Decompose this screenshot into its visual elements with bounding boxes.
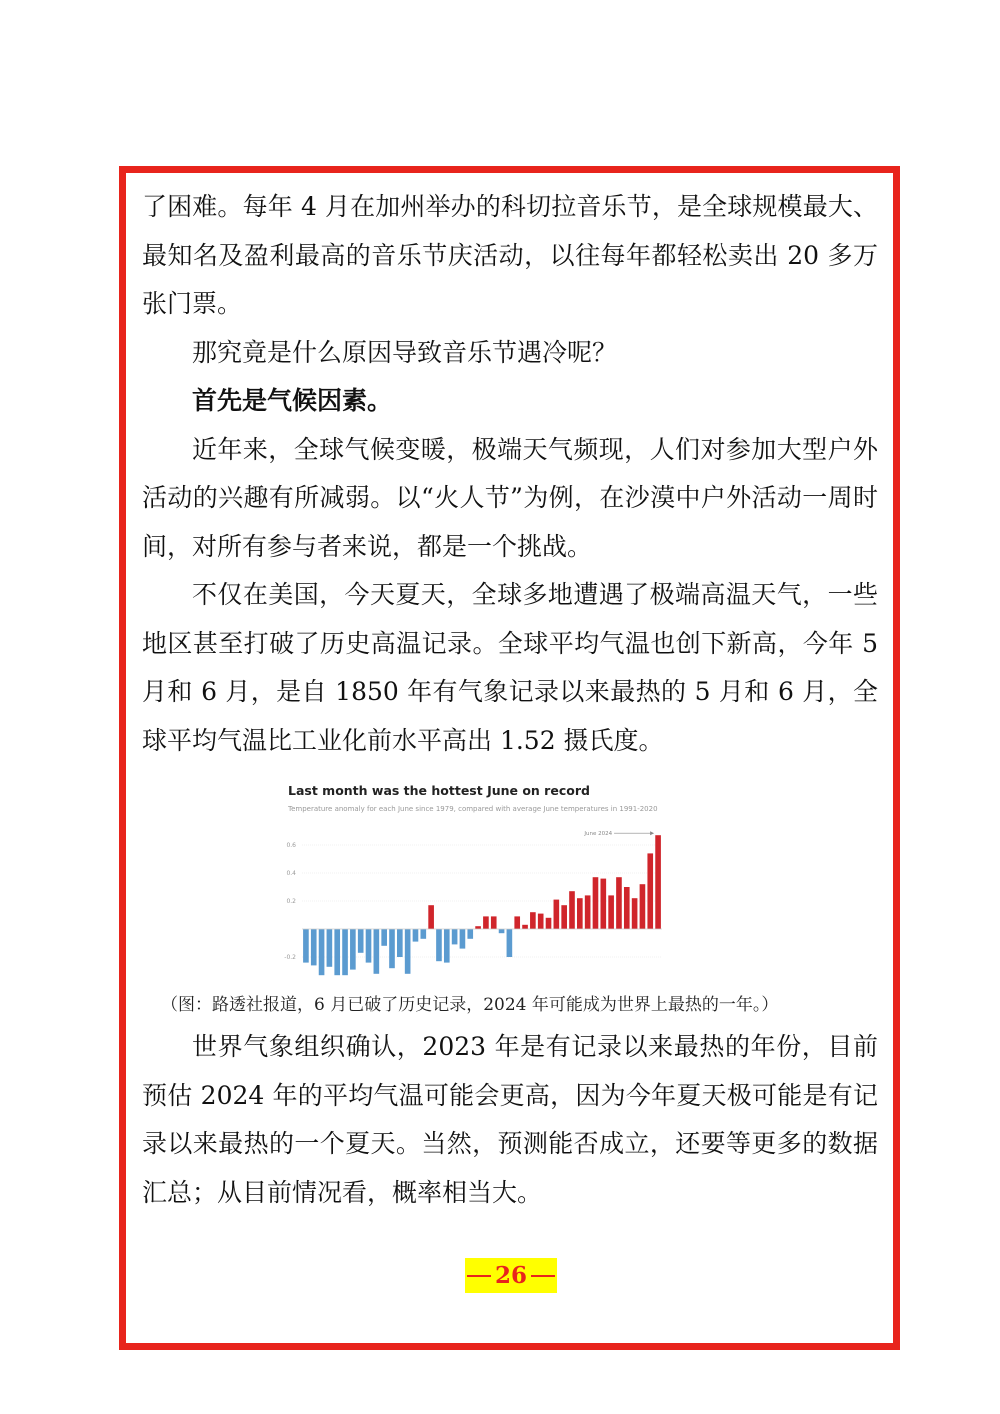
bar-2003 <box>491 916 497 929</box>
bar-1993 <box>413 929 419 942</box>
bar-2012 <box>561 905 567 929</box>
bar-2004 <box>499 929 505 933</box>
bar-2017 <box>600 879 606 929</box>
bar-2019 <box>616 877 622 929</box>
bar-2020 <box>624 887 630 929</box>
page-number-text: 26 <box>494 1262 527 1289</box>
bar-1992 <box>405 929 411 974</box>
bar-1986 <box>358 929 364 953</box>
bar-1988 <box>374 929 380 974</box>
bar-2001 <box>475 926 481 929</box>
text-block-bottom <box>142 1023 878 1217</box>
bar-1982 <box>327 929 333 967</box>
bar-1995 <box>428 905 434 929</box>
paragraph: 不仅在美国，今天夏天，全球多地遭遇了极端高温天气，一些地区甚至打破了历史高温记录。全球平均气温也创下新高，今年 5 月和 6 月，是自 1850 年有气象记录以来最热的 5 月和 6 月，全球平均气温比工业化前水平高出 1.52 摄氏度。 <box>142 580 878 755</box>
bar-2013 <box>569 891 575 929</box>
bar-2021 <box>632 898 638 929</box>
text-block-top <box>142 183 878 765</box>
bar-1994 <box>420 929 426 939</box>
paragraph: 了困难。每年 4 月在加州举办的科切拉音乐节，是全球规模最大、最知名及盈利最高的音乐节庆活动，以往每年都轻松卖出 20 多万张门票。 <box>142 192 878 318</box>
bar-1981 <box>319 929 325 975</box>
paragraph: 那究竟是什么原因导致音乐节遇冷呢？ <box>192 337 618 367</box>
y-tick-label: -0.2 <box>284 954 296 961</box>
y-tick-label: 0.4 <box>286 870 296 877</box>
bar-2023 <box>647 853 653 929</box>
page-number <box>465 1258 557 1293</box>
section-heading: 首先是气候因素。 <box>192 386 393 415</box>
bar-2005 <box>507 929 513 957</box>
bar-2016 <box>593 877 599 929</box>
bar-2008 <box>530 912 536 929</box>
bar-1983 <box>334 929 340 975</box>
bar-2018 <box>608 895 614 929</box>
dash-right <box>531 1275 555 1277</box>
bar-2000 <box>467 929 473 939</box>
bar-1990 <box>389 929 395 968</box>
paragraph: 近年来，全球气候变暖，极端天气频现，人们对参加大型户外活动的兴趣有所减弱。以“火人节”为例，在沙漠中户外活动一周时间，对所有参与者来说，都是一个挑战。 <box>142 434 878 561</box>
bar-1987 <box>366 929 372 963</box>
dash-left <box>467 1275 491 1277</box>
bar-2007 <box>522 925 528 929</box>
bar-2014 <box>577 898 583 929</box>
bar-2006 <box>514 916 520 929</box>
bar-1985 <box>350 929 356 970</box>
bar-2009 <box>538 914 544 929</box>
chart-subtitle: Temperature anomaly for each June since 1979, compared with average June temperatures in 1991-2020 <box>288 805 658 813</box>
bar-1991 <box>397 929 403 957</box>
bar-1998 <box>452 929 458 944</box>
bar-1980 <box>311 929 317 965</box>
annotation-arrow-head <box>650 831 654 835</box>
bar-1997 <box>444 929 450 963</box>
bar-1984 <box>342 929 348 975</box>
bar-1989 <box>381 929 387 946</box>
bar-2024 <box>655 835 661 929</box>
chart-title: Last month was the hottest June on record <box>288 783 590 798</box>
y-tick-label: 0.2 <box>286 898 296 905</box>
paragraph: 世界气象组织确认，2023 年是有记录以来最热的年份，目前预估 2024 年的平均气温可能会更高，因为今年夏天极可能是有记录以来最热的一个夏天。当然，预测能否成立，还要等更多的数据汇总；从目前情况看，概率相当大。 <box>142 1032 878 1207</box>
chart-plot <box>276 771 676 991</box>
bar-2015 <box>585 895 591 929</box>
bar-2011 <box>554 900 560 929</box>
figure-caption: （图：路透社报道，6 月已破了历史记录，2024 年可能成为世界上最热的一年。） <box>161 995 779 1015</box>
bar-1979 <box>303 929 309 963</box>
bar-2022 <box>640 884 646 929</box>
bar-1996 <box>436 929 442 961</box>
temperature-chart <box>276 771 676 991</box>
annotation-label: June 2024 <box>584 831 613 838</box>
page-border-frame <box>119 166 900 1350</box>
y-tick-label: 0.6 <box>286 842 296 849</box>
bar-2002 <box>483 916 489 929</box>
bar-2010 <box>546 918 552 929</box>
bar-1999 <box>460 929 466 949</box>
